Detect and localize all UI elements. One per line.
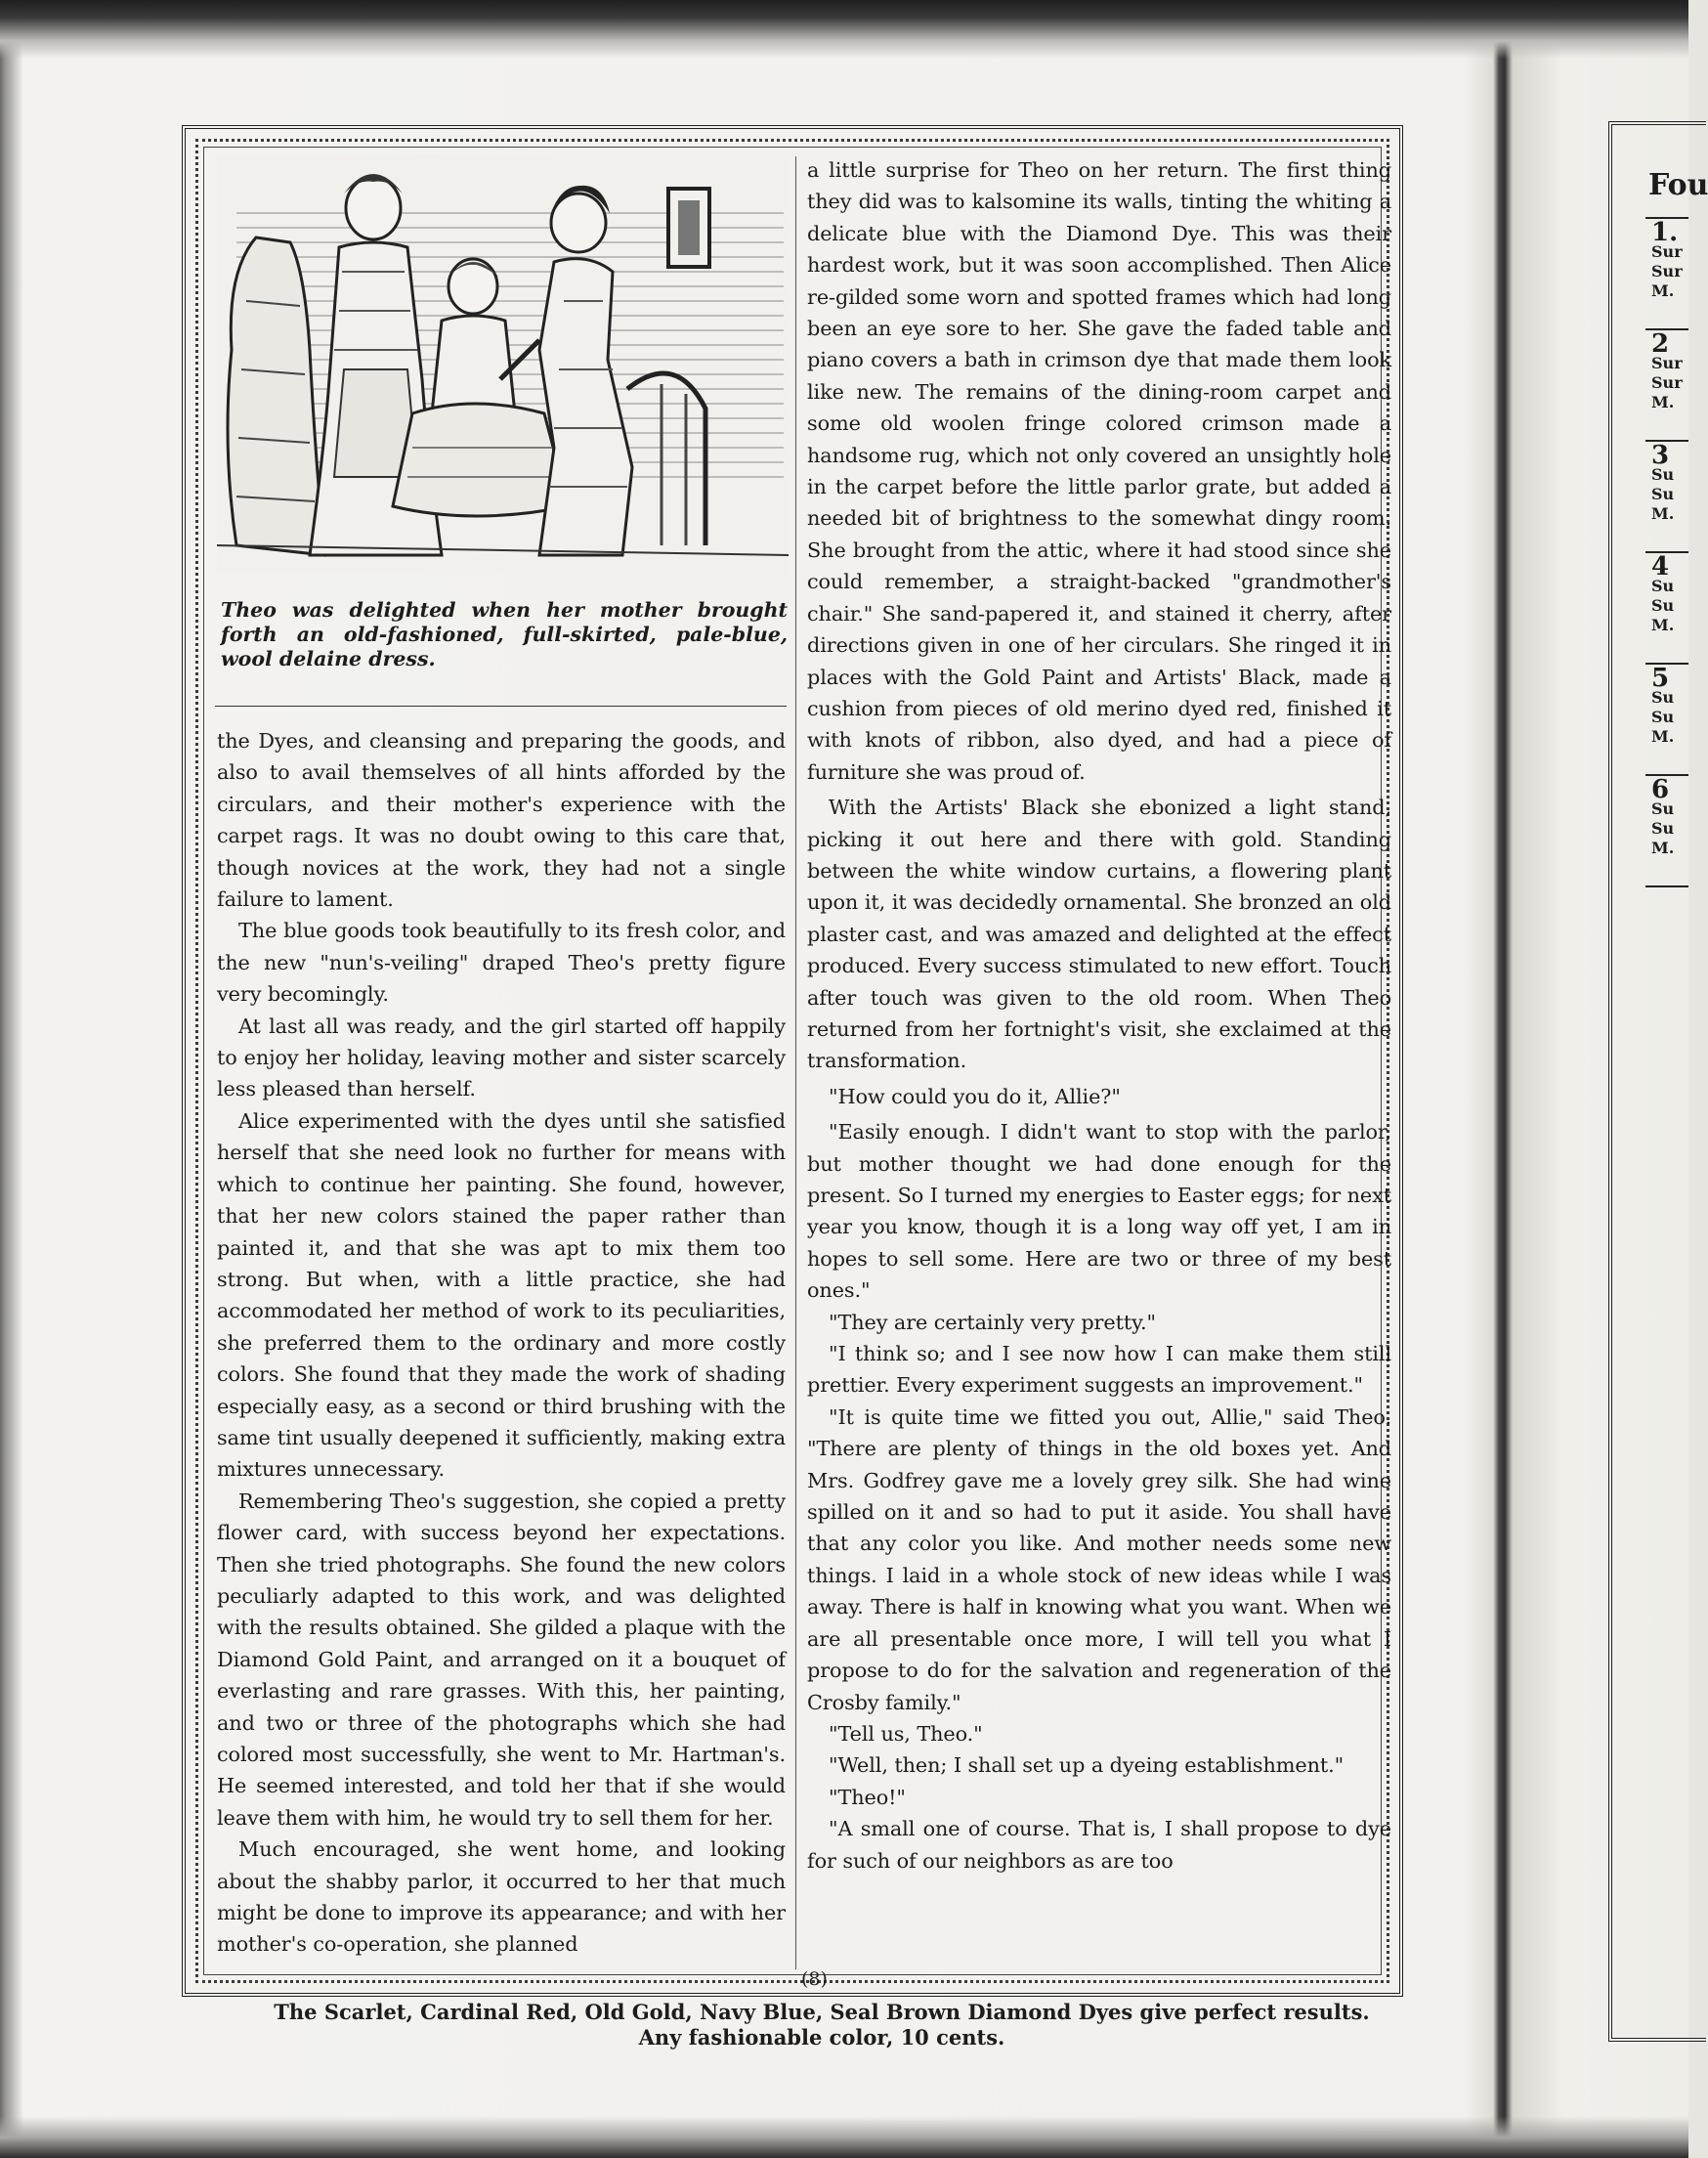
paragraph: With the Artists' Black she ebonized a light stand, picking it out here and there with gold. Standing between the white window curtains, a flowering plant upon it, it was decidedly ornamental. She bronzed an old plaster cast, and was amazed and delighted at the effect produced. Every success stimulated to new effort. Touch after touch was given to the old room. When Theo returned from her fortnight's visit, she exclaimed at the transformation. [807, 796, 1391, 1073]
facing-page-entry: 5 Su Su M. [1651, 664, 1675, 746]
paragraph: a little surprise for Theo on her return. The first thing they did was to kalsomine its walls, tinting the whiting a delicate blue with the Diamond Dye. This was their hardest work, but it was soon accomplished. Then Alice re-gilded some worn and spotted frames which had long been an eye sore to her. She gave the faded table and piano covers a bath in crimson dye that made them look like new. The remains of the dining-room carpet and some old woolen fringe colored crimson made a handsome rug, which not only covered an unsightly hole in the carpet before the little parlor grate, but added a needed bit of brightness to the somewhat dingy room. She brought from the attic, where it had stood since she could remember, a straight-backed "grandmother's chair." She sand-papered it, and stained it cherry, after directions given in one of her circulars. She ringed it in places with the Gold Paint and Artists' Black, made a cushion from pieces of old merino dyed red, finished it with knots of ribbon, also dyed, and had a piece of furniture she was proud of. [807, 158, 1391, 784]
paragraph: "It is quite time we fitted you out, Allie," said Theo. "There are plenty of things in the old boxes yet. And Mrs. Godfrey gave me a lovely grey silk. She had wine spilled on it and so had to put it aside. You shall have that any color you like. And mother needs some new things. I laid in a whole stock of new ideas while I was away. There is half in knowing what you want. When we are all presentable once more, I will tell you what I propose to do for the salvation and regeneration of the Crosby family." [807, 1404, 1391, 1714]
left-column [217, 725, 786, 1961]
paragraph: Much encouraged, she went home, and looking about the shabby parlor, it occurred to her that much might be done to improve its appearance; and with her mother's co-operation, she planned [217, 1837, 786, 1957]
paragraph: "A small one of course. That is, I shall propose to dye for such of our neighbors as are too [807, 1817, 1391, 1873]
right-column [807, 154, 1391, 1877]
facing-page-entry: 4 Su Su M. [1651, 552, 1675, 634]
facing-page-title: Fou [1648, 168, 1708, 202]
footer-line-1: The Scarlet, Cardinal Red, Old Gold, Navy Blue, Seal Brown Diamond Dyes give perfect results. [274, 2000, 1370, 2024]
paragraph: The blue goods took beautifully to its fresh color, and the new "nun's-veiling" draped Theo's pretty figure very becomingly. [217, 919, 786, 1007]
paragraph: At last all was ready, and the girl started off happily to enjoy her holiday, leaving mother and sister scarcely less pleased than herself. [217, 1014, 786, 1101]
column-rule [795, 156, 796, 1969]
paragraph: "They are certainly very pretty." [829, 1310, 1156, 1334]
scan-shadow-top [0, 0, 1688, 59]
paragraph: "How could you do it, Allie?" [829, 1084, 1121, 1108]
paragraph: "I think so; and I see now how I can make them still prettier. Every experiment suggests an improvement." [807, 1342, 1391, 1398]
paragraph: Remembering Theo's suggestion, she copied a pretty flower card, with success beyond her expectations. Then she tried photographs. She found the new colors peculiarly adapted to this work, and was delighted with the results obtained. She gilded a plaque with the Diamond Gold Paint, and arranged on it a bouquet of everlasting and rare grasses. With this, her painting, and two or three of the photographs which she had colored most successfully, she went to Mr. Hartman's. He seemed interested, and told her that if she would leave them with him, he would try to sell them for her. [217, 1489, 786, 1830]
paragraph: "Well, then; I shall set up a dyeing establishment." [829, 1753, 1345, 1778]
paragraph: "Easily enough. I didn't want to stop with the parlor, but mother thought we had done enough for the present. So I turned my energies to Easter eggs; for next year you know, though it is a long way off yet, I am in hopes to sell some. Here are two or three of my best ones." [807, 1120, 1391, 1303]
paragraph: Alice experimented with the dyes until she satisfied herself that she need look no further for means with which to continue her painting. She found, however, that her new colors stained the paper rather than painted it, and that she was apt to mix them too strong. But when, with a little practice, she had accommodated her method of work to its peculiarities, she preferred them to the ordinary and more costly colors. She found that they made the work of shading especially easy, as a second or third brushing with the same tint usually deepened it sufficiently, making extra mixtures unnecessary. [217, 1108, 786, 1482]
caption-rule [215, 706, 787, 707]
engraving-illustration [217, 154, 789, 575]
illustration-caption: Theo was delighted when her mother brought forth an old-fashioned, full-skirted, pale-blue, wool delaine dress. [221, 598, 788, 670]
footer-line-2: Any fashionable color, 10 cents. [638, 2025, 1005, 2050]
facing-page-entry: 3 Su Su M. [1651, 441, 1675, 523]
page-number: (8) [801, 1968, 828, 1990]
facing-page-entry: 6 Su Su M. [1651, 775, 1675, 857]
paragraph: "Tell us, Theo." [829, 1721, 983, 1746]
advertisement-footer [192, 2000, 1452, 2050]
facing-page-entry: 1. Sur Sur M. [1651, 218, 1683, 300]
facing-page-entry: 2 Sur Sur M. [1651, 329, 1683, 411]
paragraph: "Theo!" [829, 1785, 906, 1809]
scan-shadow-bottom [0, 2116, 1688, 2158]
paragraph: the Dyes, and cleansing and preparing the goods, and also to avail themselves of all hints afforded by the circulars, and their mother's experience with the carpet rags. It was no doubt owing to this care that, though novices at the work, they had not a single failure to lament. [217, 729, 786, 912]
